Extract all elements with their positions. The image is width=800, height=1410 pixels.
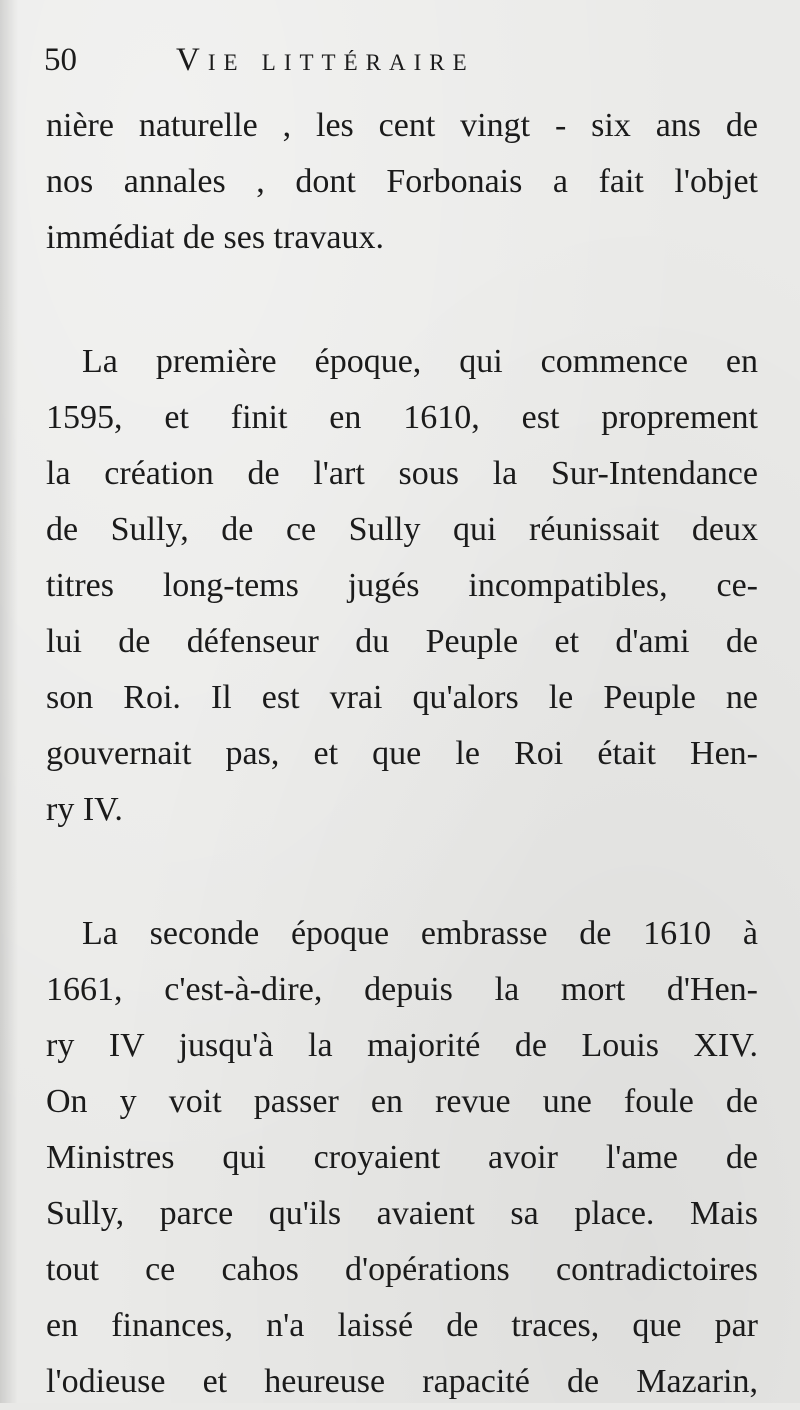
text-line: ry IV. [46,791,123,828]
text-line: la création de l'art sous la Sur-Intendance [46,455,758,492]
text-line: son Roi. Il est vrai qu'alors le Peuple ne [46,679,758,716]
running-title: Vie littéraire [176,42,475,78]
text-line: de Sully, de ce Sully qui réunissait deux [46,511,758,548]
paragraph-2 [46,334,758,838]
text-line: On y voit passer en revue une foule de [46,1083,758,1120]
running-head [44,40,764,80]
text-line: nos annales , dont Forbonais a fait l'objet [46,163,758,200]
text-line: titres long-tems jugés incompatibles, ce- [46,567,758,604]
page-number: 50 [44,42,77,78]
text-line: 1661, c'est-à-dire, depuis la mort d'Hen- [46,971,758,1008]
text-line: La seconde époque embrasse de 1610 à [82,915,758,952]
text-line: immédiat de ses travaux. [46,219,385,256]
paragraph-3 [46,906,758,1410]
text-line: ry IV jusqu'à la majorité de Louis XIV. [46,1027,758,1064]
text-line: l'odieuse et heureuse rapacité de Mazarin, [46,1363,758,1400]
gutter-shadow [0,0,18,1403]
text-line: tout ce cahos d'opérations contradictoires [46,1251,758,1288]
text-line: Ministres qui croyaient avoir l'ame de [46,1139,758,1176]
text-line: gouvernait pas, et que le Roi était Hen- [46,735,758,772]
paragraph-gap [46,266,758,334]
text-line: 1595, et finit en 1610, est proprement [46,399,758,436]
text-line: nière naturelle , les cent vingt - six ans de [46,107,758,144]
text-line: lui de défenseur du Peuple et d'ami de [46,623,758,660]
paragraph-1 [46,98,758,266]
text-line: en finances, n'a laissé de traces, que par [46,1307,758,1344]
body-text [46,98,758,1410]
paragraph-gap [46,838,758,906]
text-line: Sully, parce qu'ils avaient sa place. Mais [46,1195,758,1232]
text-line: La première époque, qui commence en [82,343,758,380]
